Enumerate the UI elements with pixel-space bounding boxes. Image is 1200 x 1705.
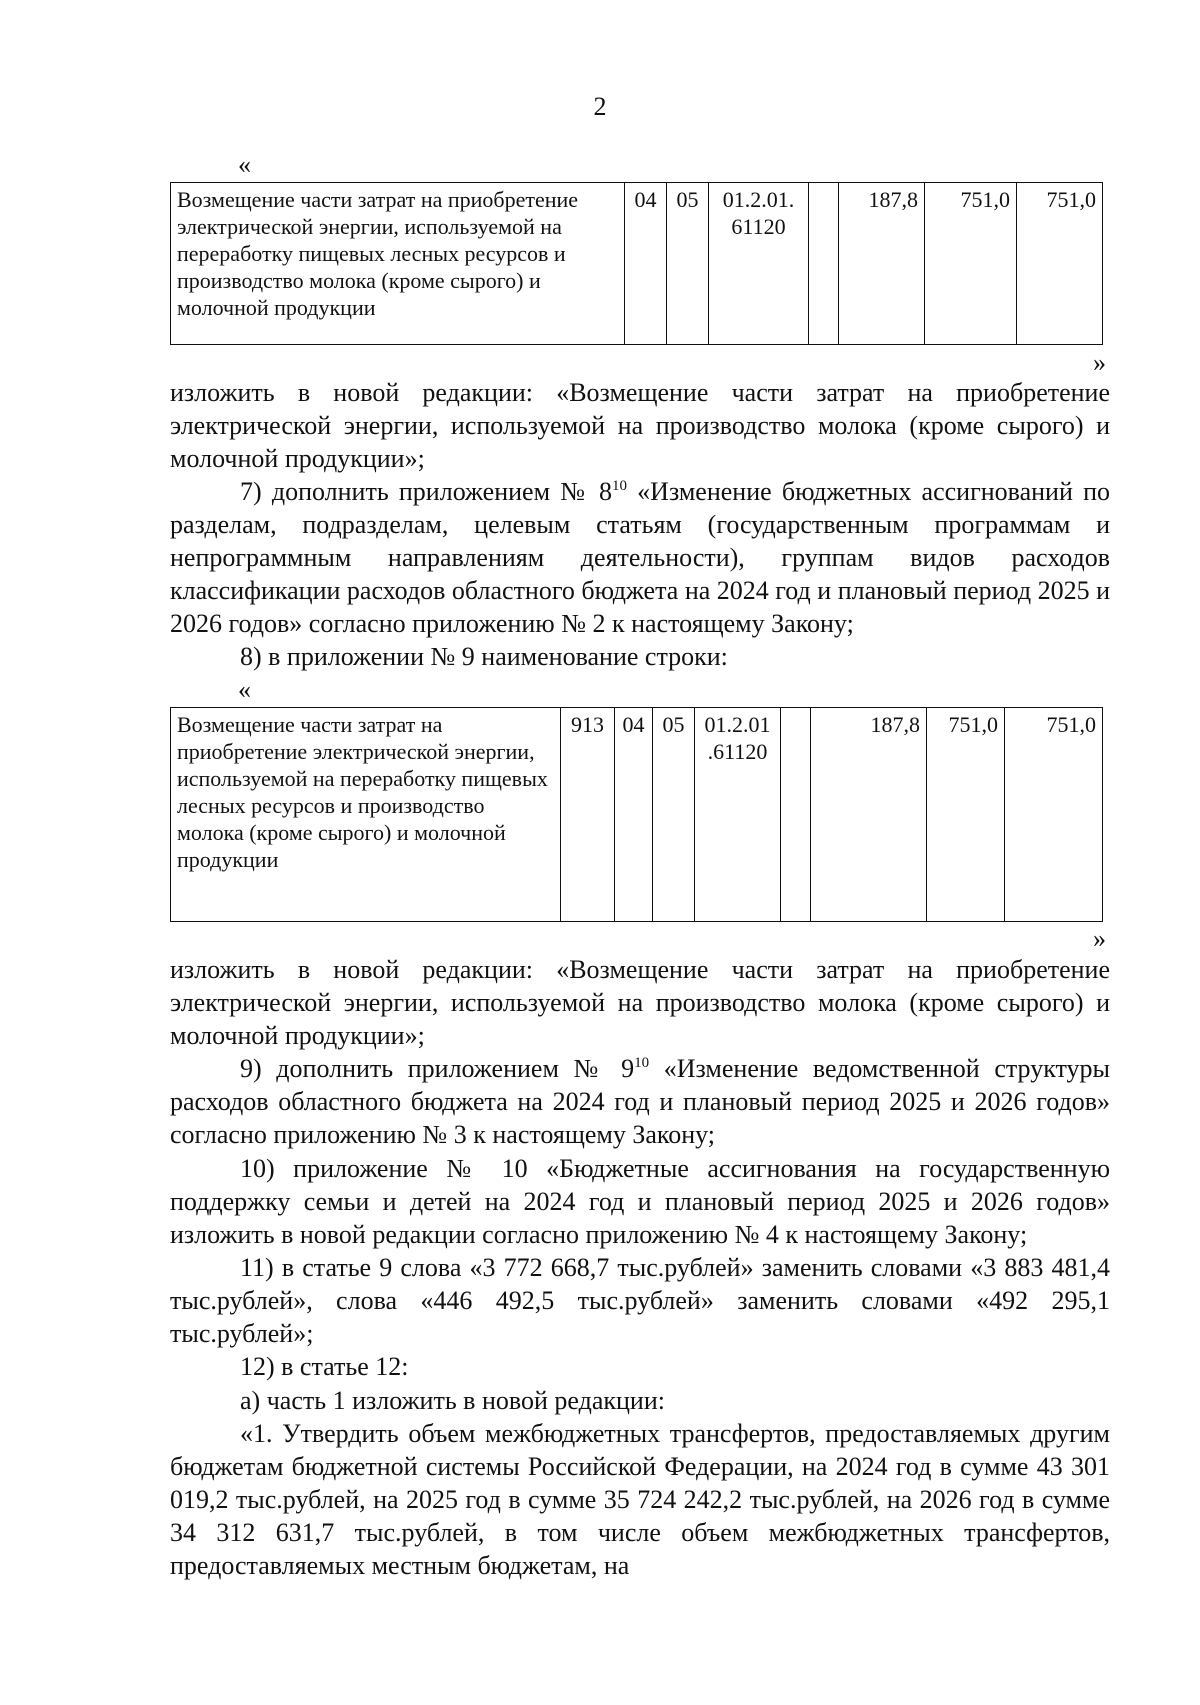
paragraph-part-1-text: «1. Утвердить объем межбюджетных трансфертов, предоставляемых другим бюджетам бюджетной системы Российской Федерации, на 2024 год в сумме 43 301 019,2 тыс.рублей, на 2025 год в сумме 35 724 242,2 тыс.рублей, на 2026 год в сумме 34 312 631,7 тыс.рублей, в том числе объем межбюджетных трансфертов, предоставляемых местным бюджетам, на — [170, 1419, 1110, 1580]
paragraph-item-12a: а) часть 1 изложить в новой редакции: — [240, 1386, 665, 1415]
value-2024-cell: 187,8 — [811, 708, 927, 922]
value-2025-cell: 751,0 — [925, 183, 1017, 345]
target-article-cell — [709, 183, 809, 345]
item-9-text-a: 9) дополнить приложением № 9 — [240, 1054, 635, 1083]
paragraph-item-12: 12) в статье 12: — [240, 1352, 409, 1381]
paragraph-item-10: 10) приложение № 10 «Бюджетные ассигнования на государственную поддержку семьи и детей на 2024 год и плановый период 2025 и 2026 годов» изложить в новой редакции согласно приложению № 4 к настоящему Закону; — [170, 1154, 1110, 1249]
department-cell: 913 — [561, 708, 615, 922]
paragraph-new-wording-2: изложить в новой редакции: «Возмещение части затрат на приобретение электрической энергии, используемой на производство молока (кроме сырого) и молочной продукции»; — [170, 955, 1110, 1050]
subsection-cell: 05 — [653, 708, 695, 922]
row-name-cell: Возмещение части затрат на приобретение электрической энергии, используемой на переработку пищевых лесных ресурсов и производство молока (кроме сырого) и молочной продукции — [171, 708, 561, 922]
quote-close-2: » — [1093, 924, 1106, 953]
table-row — [171, 708, 1103, 922]
paragraph-new-wording-1: изложить в новой редакции: «Возмещение части затрат на приобретение электрической энергии, используемой на производство молока (кроме сырого) и молочной продукции»; — [170, 378, 1110, 473]
item-9-text-b: «Изменение ведомственной структуры расходов областного бюджета на 2024 год и плановый период 2025 и 2026 годов» согласно приложению № 3 к настоящему Закону; — [170, 1054, 1110, 1149]
table-row — [171, 183, 1103, 345]
target-article-cell — [695, 708, 781, 922]
section-cell: 04 — [615, 708, 653, 922]
subsection-cell: 05 — [667, 183, 709, 345]
value-2026-cell: 751,0 — [1017, 183, 1103, 345]
paragraph-item-7 — [170, 475, 1110, 640]
target-article-line-2: 61120 — [731, 214, 786, 239]
row-name-cell: Возмещение части затрат на приобретение электрической энергии, используемой на переработку пищевых лесных ресурсов и производство молока (кроме сырого) и молочной продукции — [171, 183, 625, 345]
table-expenditure-row-1 — [170, 182, 1103, 345]
quote-close-1: » — [1093, 348, 1106, 377]
quote-open-1: « — [238, 150, 251, 179]
expense-type-cell — [781, 708, 811, 922]
item-7-superscript: 10 — [611, 478, 627, 494]
target-article-line-1: 01.2.01 — [704, 712, 771, 737]
value-2025-cell: 751,0 — [927, 708, 1005, 922]
quote-open-2: « — [238, 675, 251, 704]
table-expenditure-row-2 — [170, 707, 1103, 922]
item-7-text-a: 7) дополнить приложением № 8 — [240, 477, 612, 506]
page-number: 2 — [593, 92, 607, 121]
value-2026-cell: 751,0 — [1005, 708, 1103, 922]
value-2024-cell: 187,8 — [839, 183, 925, 345]
paragraph-item-8: 8) в приложении № 9 наименование строки: — [240, 642, 728, 671]
expense-type-cell — [809, 183, 839, 345]
paragraph-item-11: 11) в статье 9 слова «3 772 668,7 тыс.рублей» заменить словами «3 883 481,4 тыс.рублей», слова «446 492,5 тыс.рублей» заменить словами «492 295,1 тыс.рублей»; — [170, 1253, 1110, 1348]
section-cell: 04 — [625, 183, 667, 345]
target-article-line-1: 01.2.01. — [722, 187, 795, 212]
item-9-superscript: 10 — [634, 1055, 650, 1071]
target-article-line-2: .61120 — [707, 739, 768, 764]
paragraph-item-9 — [170, 1052, 1110, 1151]
item-7-text-b: «Изменение бюджетных ассигнований по разделам, подразделам, целевым статьям (государственным программам и непрограммным направлениям деятельности), группам видов расходов классификации расходов областного бюджета на 2024 год и плановый период 2025 и 2026 годов» согласно приложению № 2 к настоящему Закону; — [170, 477, 1110, 638]
